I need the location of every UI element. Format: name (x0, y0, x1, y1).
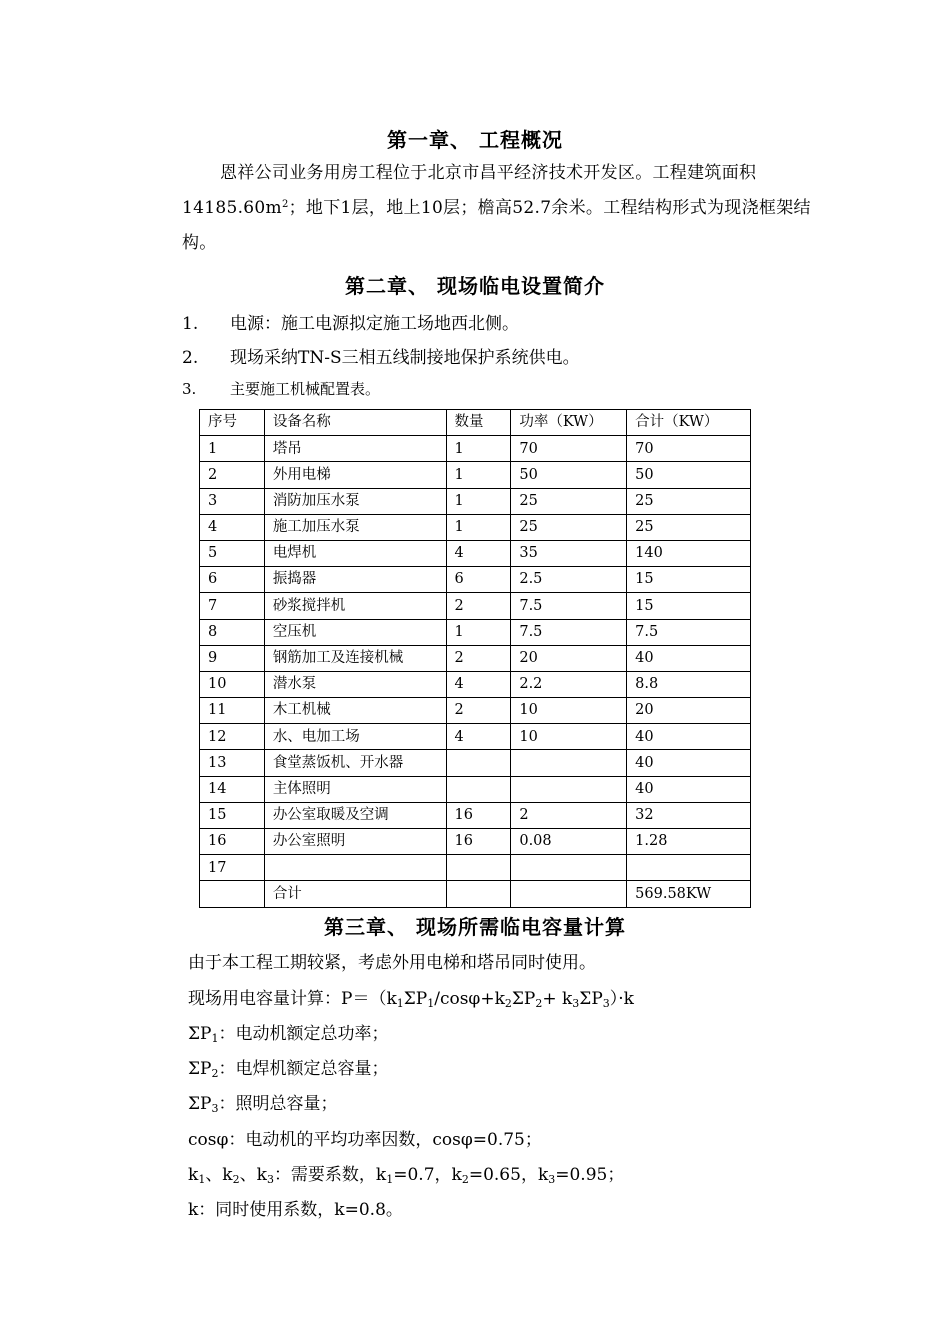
capacity-formula: 现场用电容量计算：$P=(k_1\Sigma P_1/\cos\varphi+k_2\Sigma P_2+ k_3\Sigma P_3)\cdot k$ (188, 989, 634, 1010)
table-cell: 32 (627, 802, 751, 828)
definition-k-coefficients: $k_1$、$k_2$、$k_3$：需要系数，$k_1=0.7$，$k_2=0.65$，$k_3=0.95$； (188, 1165, 625, 1186)
definition-p2: $\Sigma P_2$：电焊机额定总容量； (188, 1059, 389, 1080)
table-cell (627, 855, 751, 881)
definition-k-simultaneity: k：同时使用系数，k=0.8。 (188, 1200, 403, 1220)
list-item (182, 343, 580, 368)
table-cell: 25 (627, 514, 751, 540)
table-cell: 1 (200, 436, 265, 462)
list-item (182, 378, 380, 399)
list-text: 电源：施工电源拟定施工场地西北侧。 (230, 314, 519, 334)
table-cell: 4 (200, 514, 265, 540)
table-cell: 40 (627, 750, 751, 776)
table-cell: 水、电加工场 (264, 724, 446, 750)
table-row (200, 750, 751, 776)
table-cell: 振捣器 (264, 567, 446, 593)
table-cell (511, 855, 627, 881)
table-cell: 施工加压水泵 (264, 514, 446, 540)
table-cell: 3 (200, 488, 265, 514)
table-cell: 2.5 (511, 567, 627, 593)
table-cell: 2 (200, 462, 265, 488)
list-item (182, 309, 519, 334)
table-cell: 50 (511, 462, 627, 488)
table-cell: 0.08 (511, 829, 627, 855)
table-cell (511, 750, 627, 776)
table-cell: 6 (446, 567, 511, 593)
table-cell: 50 (627, 462, 751, 488)
table-cell: 40 (627, 724, 751, 750)
table-cell: 569.58KW (627, 881, 751, 907)
header-cell: 合计（KW） (627, 410, 751, 436)
table-header-row (200, 410, 751, 436)
table-row (200, 645, 751, 671)
list-number: 2. (182, 348, 199, 368)
table-cell: 外用电梯 (264, 462, 446, 488)
table-cell: 14 (200, 776, 265, 802)
table-cell: 2 (446, 645, 511, 671)
table-cell: 4 (446, 724, 511, 750)
table-cell: 1 (446, 619, 511, 645)
table-cell: 8 (200, 619, 265, 645)
table-cell (446, 881, 511, 907)
table-cell: 7 (200, 593, 265, 619)
table-cell (511, 776, 627, 802)
table-cell: 17 (200, 855, 265, 881)
table-row (200, 855, 751, 881)
definition-p3: $\Sigma P_3$：照明总容量； (188, 1094, 338, 1115)
table-cell: 潜水泵 (264, 671, 446, 697)
table-cell: 16 (446, 829, 511, 855)
table-cell: 25 (627, 488, 751, 514)
table-cell: 20 (511, 645, 627, 671)
chapter1-paragraph (182, 156, 812, 261)
superscript: 2 (281, 199, 289, 210)
table-row (200, 593, 751, 619)
table-cell: 10 (200, 671, 265, 697)
table-cell: 4 (446, 540, 511, 566)
chapter3-intro: 由于本工程工期较紧，考虑外用电梯和塔吊同时使用。 (188, 953, 596, 973)
table-row (200, 567, 751, 593)
table-cell: 35 (511, 540, 627, 566)
table-cell (511, 881, 627, 907)
list-number: 1. (182, 314, 199, 334)
chapter1-title: 第一章、 工程概况 (387, 128, 563, 152)
table-cell: 9 (200, 645, 265, 671)
table-cell: 20 (627, 698, 751, 724)
table-cell: 食堂蒸饭机、开水器 (264, 750, 446, 776)
table-cell (446, 776, 511, 802)
table-cell: 11 (200, 698, 265, 724)
table-row (200, 724, 751, 750)
table-cell: 10 (511, 698, 627, 724)
table-cell: 2.2 (511, 671, 627, 697)
table-cell: 5 (200, 540, 265, 566)
table-row (200, 462, 751, 488)
table-cell: 15 (627, 593, 751, 619)
table-cell: 电焊机 (264, 540, 446, 566)
table-cell: 70 (627, 436, 751, 462)
paragraph-text-a: 恩祥公司业务用房工程位于北京市昌平经济技术开发区。工程建筑面积14185.60m (182, 163, 757, 218)
table-cell: 25 (511, 514, 627, 540)
table-cell: 消防加压水泵 (264, 488, 446, 514)
table-cell: 15 (627, 567, 751, 593)
header-cell: 功率（KW） (511, 410, 627, 436)
table-cell: 钢筋加工及连接机械 (264, 645, 446, 671)
table-row (200, 488, 751, 514)
table-cell: 12 (200, 724, 265, 750)
table-row (200, 436, 751, 462)
header-cell: 数量 (446, 410, 511, 436)
chapter2-title: 第二章、 现场临电设置简介 (345, 274, 605, 298)
table-cell: 合计 (264, 881, 446, 907)
definition-cos: cosφ：电动机的平均功率因数，cosφ=0.75； (188, 1130, 542, 1150)
table-cell (446, 750, 511, 776)
table-cell: 40 (627, 776, 751, 802)
table-row (200, 671, 751, 697)
table-cell: 办公室照明 (264, 829, 446, 855)
table-cell: 40 (627, 645, 751, 671)
table-cell: 4 (446, 671, 511, 697)
table-cell: 13 (200, 750, 265, 776)
table-cell: 16 (446, 802, 511, 828)
header-cell: 设备名称 (264, 410, 446, 436)
table-cell: 1 (446, 436, 511, 462)
table-cell: 6 (200, 567, 265, 593)
chapter3-title: 第三章、 现场所需临电容量计算 (324, 915, 626, 939)
table-row (200, 540, 751, 566)
table-row (200, 776, 751, 802)
table-cell: 砂浆搅拌机 (264, 593, 446, 619)
table-cell: 25 (511, 488, 627, 514)
table-cell: 15 (200, 802, 265, 828)
table-cell (264, 855, 446, 881)
table-row (200, 698, 751, 724)
paragraph-text-b: ；地下1层，地上10层；檐高52.7余米。工程结构形式为现浇框架结构。 (182, 198, 811, 253)
table-cell (200, 881, 265, 907)
table-cell: 2 (446, 593, 511, 619)
table-cell: 空压机 (264, 619, 446, 645)
list-text: 现场采纳TN-S三相五线制接地保护系统供电。 (230, 348, 580, 368)
table-cell: 7.5 (511, 593, 627, 619)
table-cell: 8.8 (627, 671, 751, 697)
list-number: 3. (182, 380, 197, 398)
table-row (200, 829, 751, 855)
table-cell: 7.5 (627, 619, 751, 645)
list-text: 主要施工机械配置表。 (230, 380, 381, 398)
table-cell: 70 (511, 436, 627, 462)
table-row (200, 514, 751, 540)
table-row (200, 881, 751, 907)
table-cell: 16 (200, 829, 265, 855)
table-cell: 10 (511, 724, 627, 750)
table-cell: 2 (446, 698, 511, 724)
table-cell: 1 (446, 462, 511, 488)
table-row (200, 802, 751, 828)
table-cell: 主体照明 (264, 776, 446, 802)
table-cell: 塔吊 (264, 436, 446, 462)
table-cell: 木工机械 (264, 698, 446, 724)
table-cell: 7.5 (511, 619, 627, 645)
table-cell: 1.28 (627, 829, 751, 855)
table-cell: 140 (627, 540, 751, 566)
table-cell (446, 855, 511, 881)
table-cell: 1 (446, 514, 511, 540)
table-cell: 办公室取暖及空调 (264, 802, 446, 828)
table-cell: 1 (446, 488, 511, 514)
header-cell: 序号 (200, 410, 265, 436)
equipment-table (199, 409, 751, 908)
table-cell: 2 (511, 802, 627, 828)
definition-p1: $\Sigma P_1$：电动机额定总功率； (188, 1024, 389, 1045)
table-row (200, 619, 751, 645)
